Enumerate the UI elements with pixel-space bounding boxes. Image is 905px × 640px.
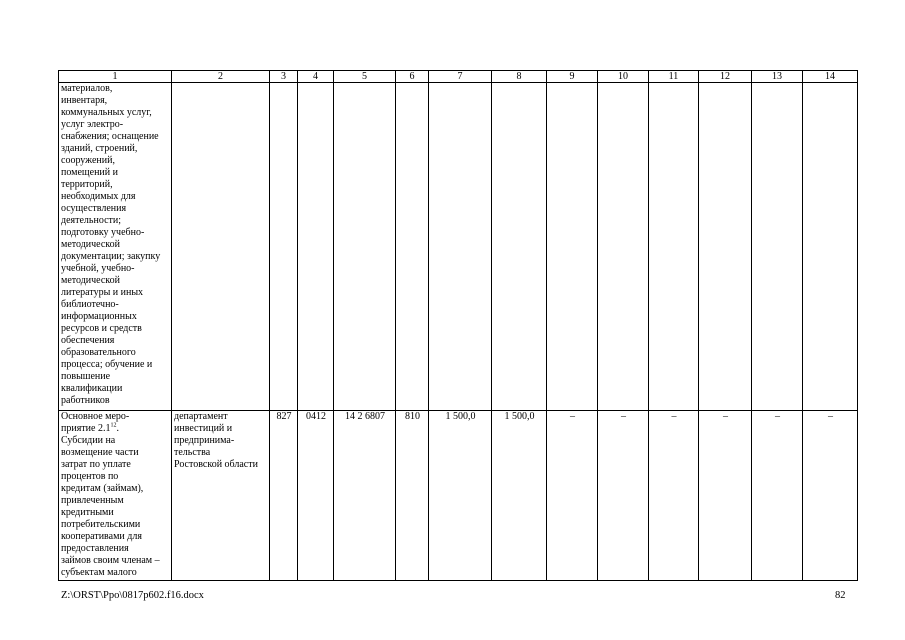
header-cell: 5 <box>334 71 396 83</box>
header-cell: 1 <box>59 71 172 83</box>
footnote-ref: 12 <box>110 422 117 429</box>
year-amount: – <box>752 411 803 581</box>
table-cell <box>547 83 598 411</box>
header-cell: 13 <box>752 71 803 83</box>
table-cell <box>270 83 298 411</box>
grbs-code: 827 <box>270 411 298 581</box>
table-row <box>59 83 858 411</box>
table-cell <box>649 83 699 411</box>
header-cell: 8 <box>492 71 547 83</box>
header-cell: 7 <box>429 71 492 83</box>
csr-code: 14 2 6807 <box>334 411 396 581</box>
header-cell: 10 <box>598 71 649 83</box>
table-row <box>59 411 858 581</box>
table-cell <box>429 83 492 411</box>
year-amount: – <box>803 411 858 581</box>
table-cell <box>298 83 334 411</box>
total-amount: 1 500,0 <box>429 411 492 581</box>
header-cell: 12 <box>699 71 752 83</box>
header-cell: 6 <box>396 71 429 83</box>
table-cell <box>334 83 396 411</box>
row2-description <box>59 411 172 581</box>
program-table <box>58 70 858 581</box>
year-amount: – <box>598 411 649 581</box>
row1-description: материалов, инвентаря, коммунальных услуг, услуг электро- снабжения; оснащение зданий, строений, сооружений, помещений и территорий, необходимых для осуществления деятельности; подготовку учебно- методической документации; закупку учебной, учебно- методической литературы и иных библиотечно- информационных ресурсов и средств обеспечения образовательного процесса; обучение и повышение квалификации работников <box>59 83 172 411</box>
table-cell <box>598 83 649 411</box>
header-cell: 3 <box>270 71 298 83</box>
header-cell: 14 <box>803 71 858 83</box>
header-cell: 2 <box>172 71 270 83</box>
header-cell: 11 <box>649 71 699 83</box>
table-cell <box>699 83 752 411</box>
header-row <box>59 71 858 83</box>
activity-title: Основное меро- приятие 2.1 <box>61 411 130 434</box>
file-path: Z:\ORST\Ppo\0817p602.f16.docx <box>61 590 204 601</box>
year-amount: – <box>649 411 699 581</box>
vr-code: 810 <box>396 411 429 581</box>
page-number: 82 <box>835 590 846 601</box>
table-cell <box>752 83 803 411</box>
table-cell <box>803 83 858 411</box>
header-cell: 9 <box>547 71 598 83</box>
table-cell <box>172 83 270 411</box>
header-cell: 4 <box>298 71 334 83</box>
rzpr-code: 0412 <box>298 411 334 581</box>
year-amount: – <box>547 411 598 581</box>
table-cell <box>492 83 547 411</box>
activity-text: . Субсидии на возмещение части затрат по уплате процентов по кредитам (займам), привлеченным кредитными потребительскими кооперативами для предоставления займов своим членам – субъектам малого <box>61 423 160 578</box>
year-amount: – <box>699 411 752 581</box>
table-cell <box>396 83 429 411</box>
responsible-executor: департамент инвестиций и предпринима- тельства Ростовской области <box>172 411 270 581</box>
year-amount: 1 500,0 <box>492 411 547 581</box>
